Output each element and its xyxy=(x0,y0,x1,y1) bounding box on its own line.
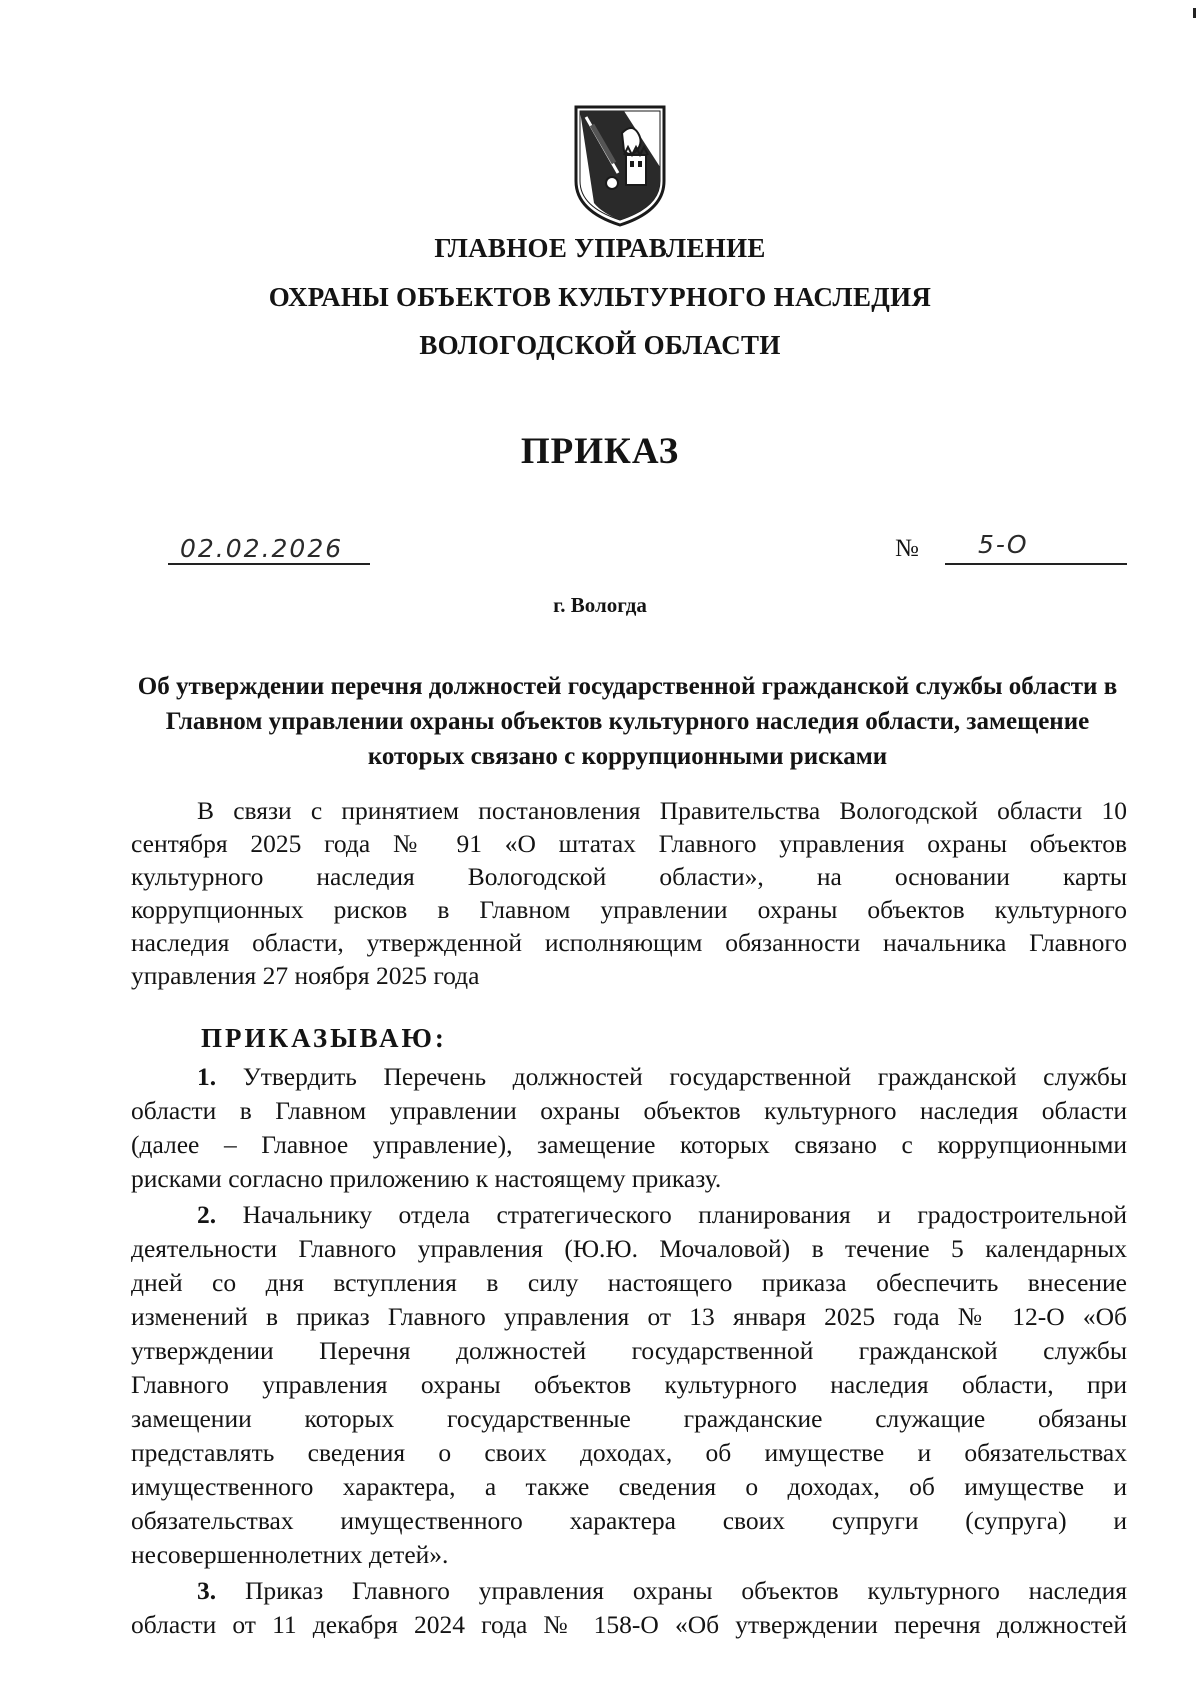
preamble-line: наследия области, утвержденной исполняющим обязанности начальника Главного xyxy=(131,928,1127,957)
number-underline xyxy=(945,563,1127,565)
preamble-line: сентября 2025 года № 91 «О штатах Главного управления охраны объектов xyxy=(131,829,1127,858)
preamble-line: коррупционных рисков в Главном управлении охраны объектов культурного xyxy=(131,895,1127,924)
item-line: (далее – Главное управление), замещение которых связано с коррупционными xyxy=(131,1130,1127,1159)
item-line: области в Главном управлении охраны объектов культурного наследия области xyxy=(131,1096,1127,1125)
item-line: деятельности Главного управления (Ю.Ю. Мочаловой) в течение 5 календарных xyxy=(131,1234,1127,1263)
vologda-coat-of-arms-icon xyxy=(572,103,668,229)
item-line: Главного управления охраны объектов культурного наследия области, при xyxy=(131,1370,1127,1399)
number-label: № xyxy=(895,535,919,562)
document-number: 5-О xyxy=(978,530,1029,559)
org-name-line-2: ОХРАНЫ ОБЪЕКТОВ КУЛЬТУРНОГО НАСЛЕДИЯ xyxy=(268,282,932,312)
item-line: утверждении Перечня должностей государственной гражданской службы xyxy=(131,1336,1127,1365)
item-2-text: Начальнику отдела стратегического планирования и градостроительной xyxy=(242,1200,1127,1229)
date-underline xyxy=(168,563,370,565)
item-1-text: Утвердить Перечень должностей государственной гражданской службы xyxy=(242,1062,1128,1091)
item-3-number: 3. xyxy=(197,1576,217,1605)
preamble-line: управления 27 ноября 2025 года xyxy=(131,961,480,990)
document-type: ПРИКАЗ xyxy=(520,431,680,472)
item-line: замещении которых государственные гражданские служащие обязаны xyxy=(131,1404,1127,1433)
city: г. Вологда xyxy=(553,593,647,617)
document-date: 02.02.2026 xyxy=(180,534,344,563)
item-1-number: 1. xyxy=(197,1062,217,1091)
document-subject: Об утверждении перечня должностей государственной гражданской службы области в Главном управлении охраны объектов культурного наследия области, замещение которых связано с коррупционными рисками xyxy=(137,673,1118,770)
org-name-line-1: ГЛАВНОЕ УПРАВЛЕНИЕ xyxy=(434,233,766,263)
org-name-line-3: ВОЛОГОДСКОЙ ОБЛАСТИ xyxy=(419,330,781,360)
item-line: дней со дня вступления в силу настоящего приказа обеспечить внесение xyxy=(131,1268,1127,1297)
item-line: обязательствах имущественного характера своих супруги (супруга) и xyxy=(131,1506,1127,1535)
item-3-text: Приказ Главного управления охраны объектов культурного наследия xyxy=(244,1576,1128,1605)
preamble-line: культурного наследия Вологодской области», на основании карты xyxy=(131,862,1127,891)
scan-mark xyxy=(1193,8,1196,18)
item-line: изменений в приказ Главного управления от 13 января 2025 года № 12-О «Об xyxy=(131,1302,1127,1331)
item-3-first-line xyxy=(197,1574,1127,1607)
preamble-line: В связи с принятием постановления Правительства Вологодской области 10 xyxy=(197,796,1127,825)
item-line: имущественного характера, а также сведения о доходах, об имуществе и xyxy=(131,1472,1127,1501)
item-line: области от 11 декабря 2024 года № 158-О «Об утверждении перечня должностей xyxy=(131,1610,1127,1639)
item-line: представлять сведения о своих доходах, об имуществе и обязательствах xyxy=(131,1438,1127,1467)
item-line: рисками согласно приложению к настоящему приказу. xyxy=(131,1164,722,1193)
item-2-first-line xyxy=(197,1198,1127,1231)
item-2-number: 2. xyxy=(197,1200,217,1229)
order-heading: ПРИКАЗЫВАЮ: xyxy=(201,1023,447,1053)
item-line: несовершеннолетних детей». xyxy=(131,1540,449,1569)
item-1-first-line xyxy=(197,1060,1127,1093)
